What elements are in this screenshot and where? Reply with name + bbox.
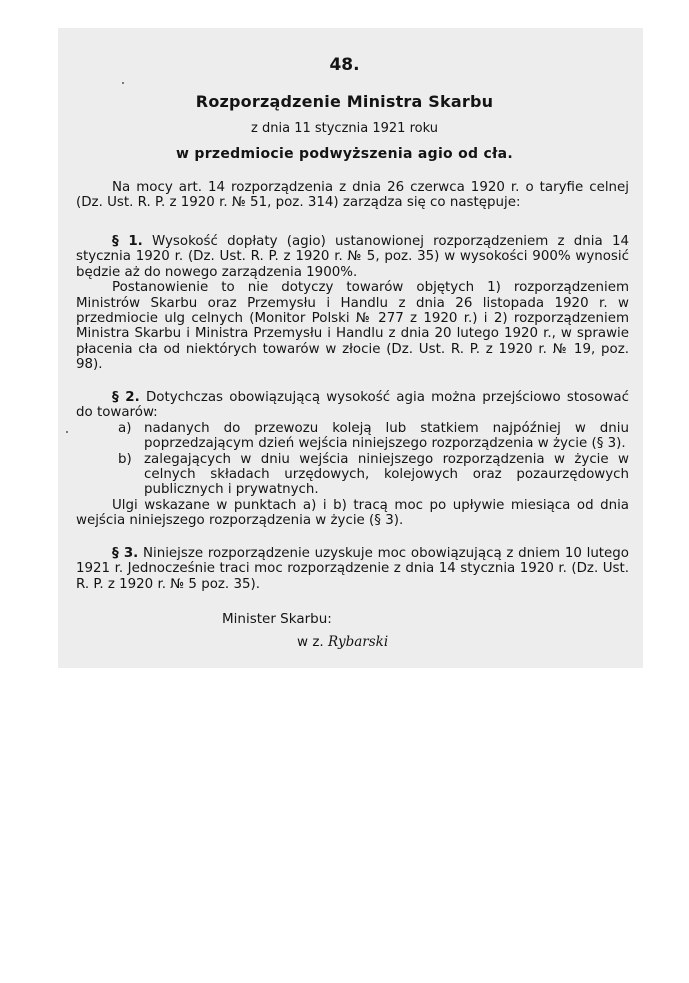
scan-speck <box>66 431 68 433</box>
section-1-paragraph <box>76 234 629 280</box>
section-3-text: Niniejsze rozporządzenie uzyskuje moc obowiązującą z dniem 10 lutego 1921 r. Jednocześnie traci moc rozporządzenie z dnia 14 stycznia 1920 r. (Dz. Ust. R. P. z 1920 r. № 5 poz. 35). <box>76 546 629 592</box>
document-title: Rozporządzenie Ministra Skarbu <box>195 92 494 111</box>
list-item-label: a) <box>118 420 132 436</box>
list-item <box>76 421 629 452</box>
section-2-label: § 2. <box>112 390 140 405</box>
section-2-closing: Ulgi wskazane w punktach a) i b) tracą moc po upływie miesiąca od dnia wejścia niniejszego rozporządzenia w życie (§ 3). <box>76 497 629 529</box>
section-3-label: § 3. <box>112 546 139 561</box>
document-date: z dnia 11 stycznia 1921 roku <box>251 121 438 136</box>
section-3 <box>76 546 629 592</box>
section-1-paragraph-2: Postanowienie to nie dotyczy towarów objętych 1) rozporządzeniem Ministrów Skarbu oraz Przemysłu i Handlu z dnia 26 listopada 1920 r. w przedmiocie ulg celnych (Monitor Polski № 277 z 1920 r.) i 2) rozporządzeniem Ministra Skarbu i Ministra Przemysłu i Handlu z dnia 20 lutego 1920 r., w sprawie płacenia cła od niektórych towarów w złocie (Dz. Ust. R. P. z 1920 r. № 19, poz. 98). <box>76 280 629 373</box>
list-item-text: zalegających w dniu wejścia niniejszego rozporządzenia w życie w celnych składach urzędowych, kolejowych oraz pozaurzędowych publicznych i prywatnych. <box>144 451 629 498</box>
section-2 <box>76 390 629 529</box>
signature-line <box>297 634 388 650</box>
section-2-paragraph <box>76 390 629 421</box>
signature-role: Minister Skarbu: <box>222 611 332 627</box>
page-number: 48. <box>329 55 360 75</box>
document-subject: w przedmiocie podwyższenia agio od cła. <box>175 146 514 162</box>
section-2-text: Dotychczas obowiązującą wysokość agia można przejściowo stosować do towarów: <box>76 390 629 421</box>
signature-prefix: w z. <box>297 634 324 650</box>
signature-name: Rybarski <box>328 634 389 650</box>
list-item <box>76 452 629 498</box>
scan-speck <box>122 82 124 84</box>
list-item-label: b) <box>118 451 132 467</box>
section-1 <box>76 234 629 373</box>
section-1-label: § 1. <box>112 234 143 249</box>
section-1-text: Wysokość dopłaty (agio) ustanowionej rozporządzeniem z dnia 14 stycznia 1920 r. (Dz. Ust. R. P. z 1920 r. № 5, poz. 35) w wysokości 900% wynosić będzie aż do nowego zarządzenia 1900%. <box>76 234 629 280</box>
list-item-text: nadanych do przewozu koleją lub statkiem najpóźniej w dniu poprzedzającym dzień wejścia niniejszego rozporządzenia w życie (§ 3). <box>144 420 629 452</box>
intro-paragraph: Na mocy art. 14 rozporządzenia z dnia 26 czerwca 1920 r. o taryfie celnej (Dz. Ust. R. P. z 1920 r. № 51, poz. 314) zarządza się co następuje: <box>76 180 629 211</box>
